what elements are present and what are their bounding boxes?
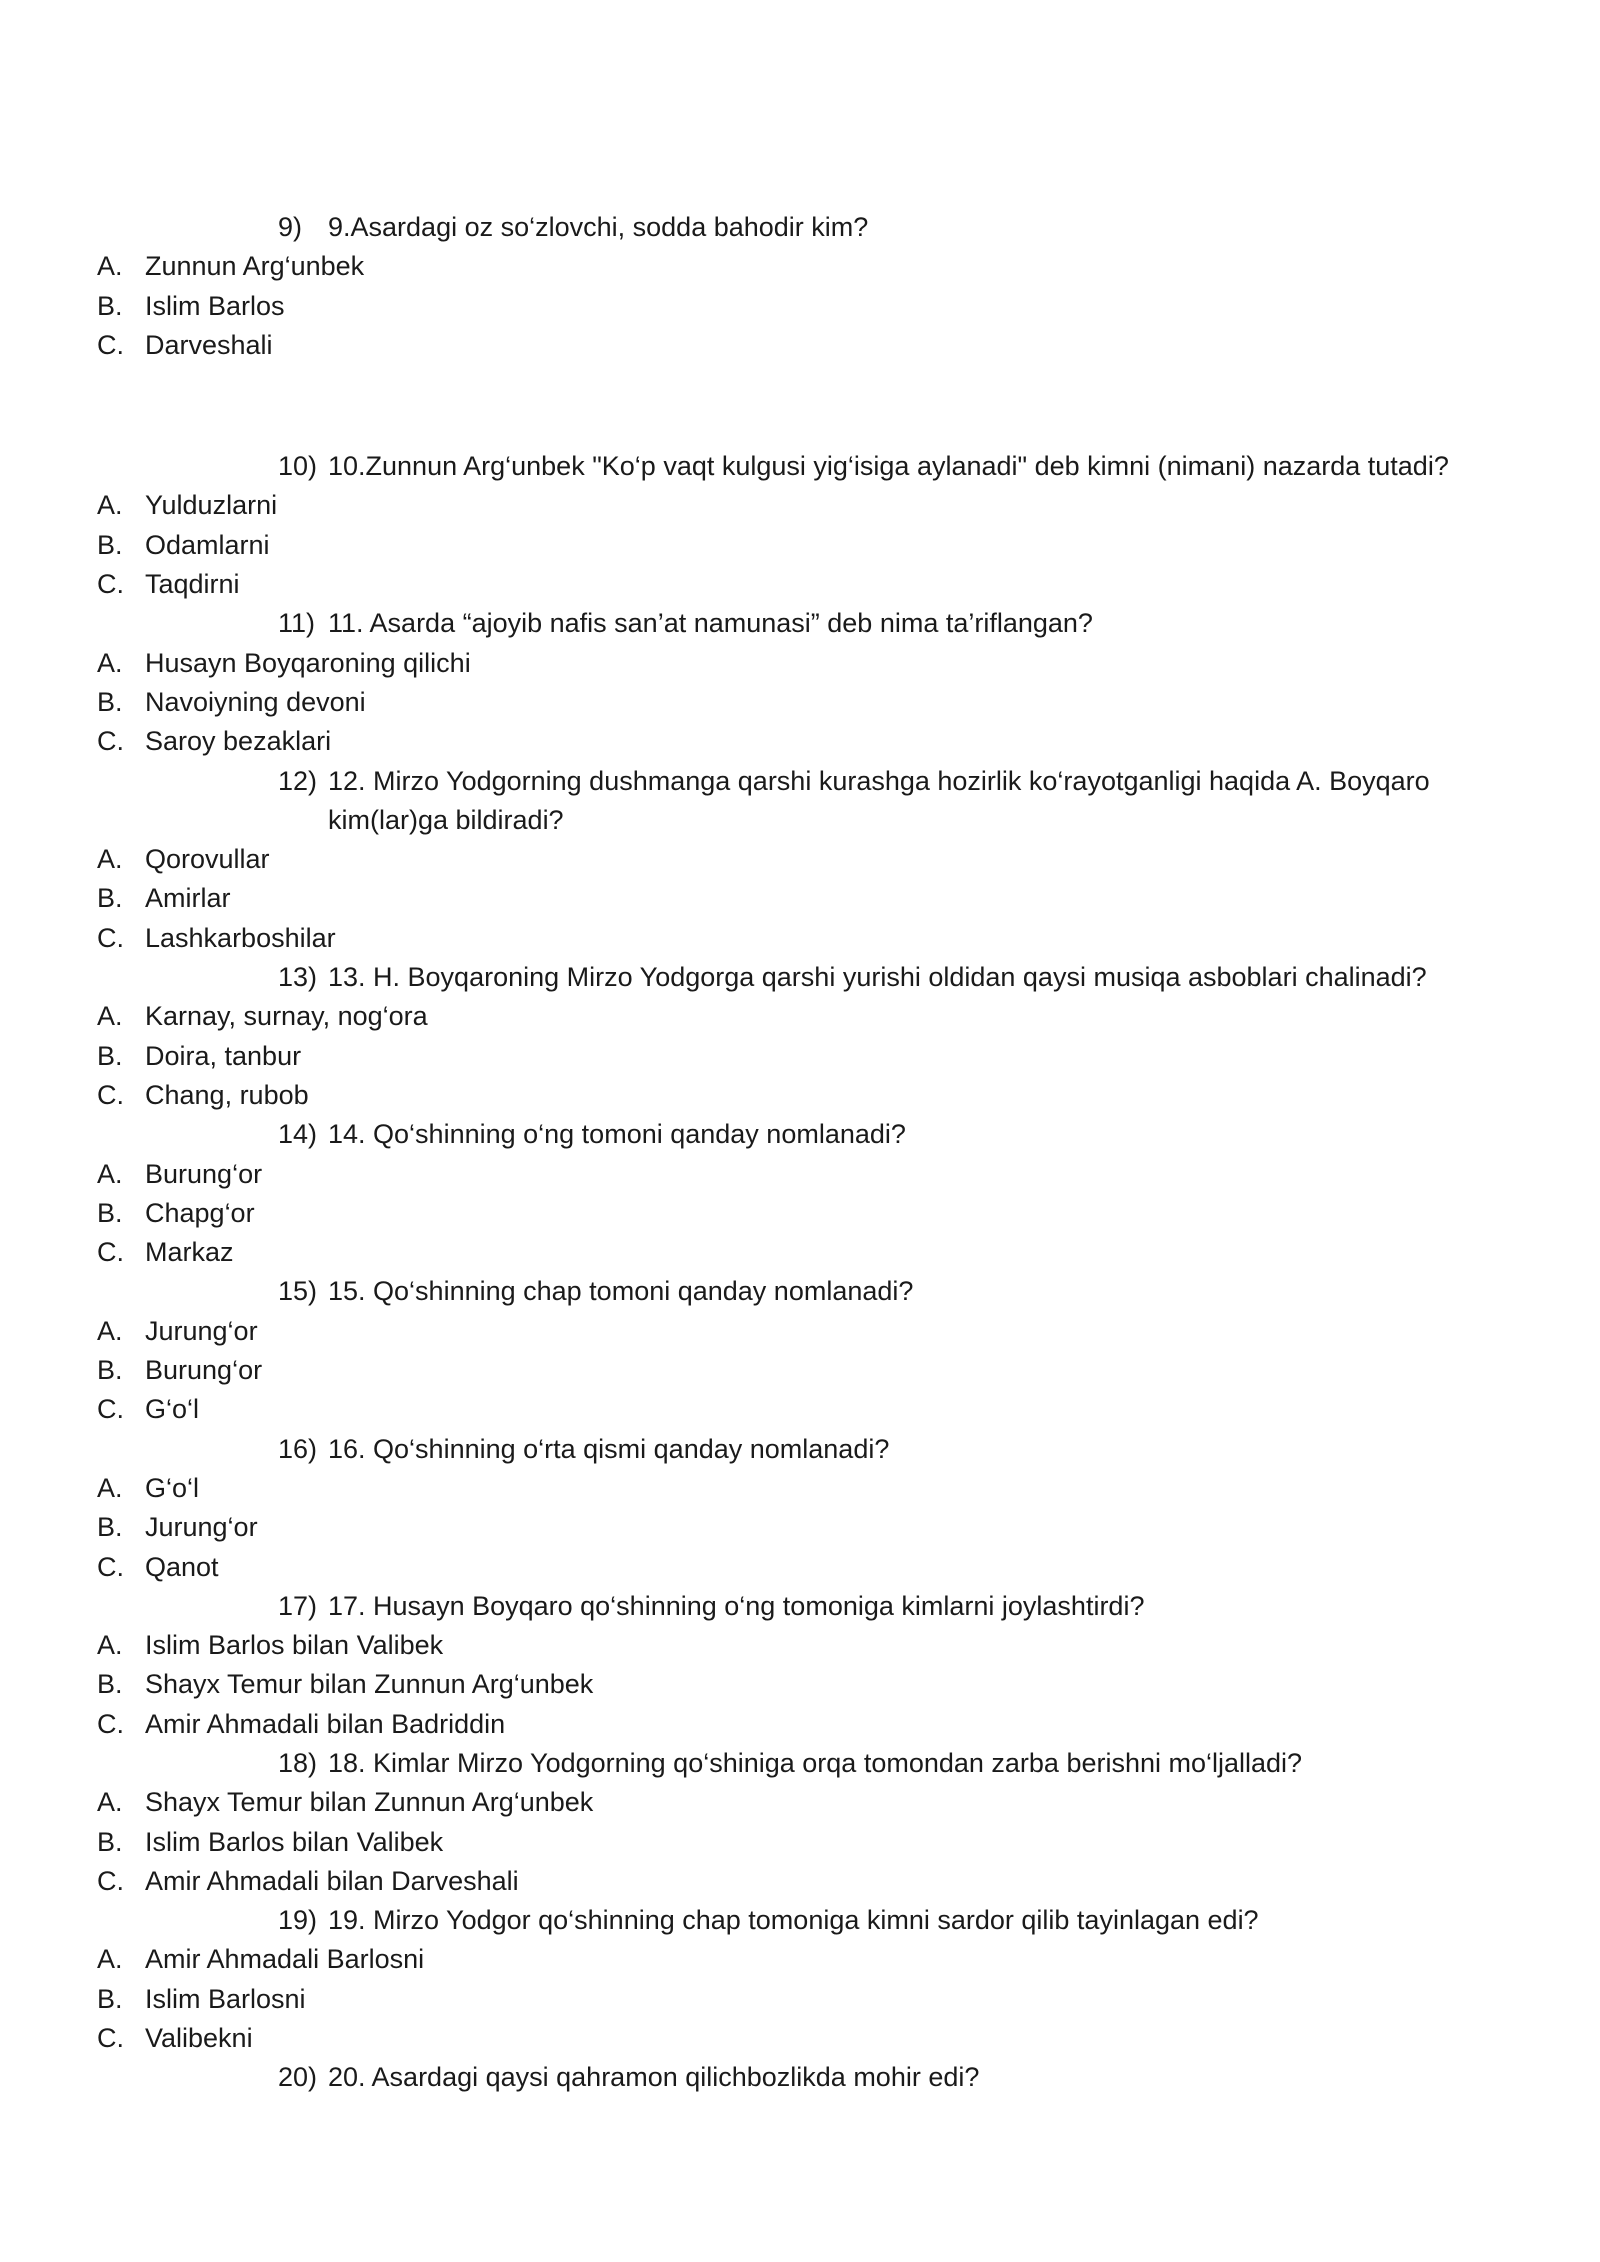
- question-text: 16. Qo‘shinning o‘rta qismi qanday nomlanadi?: [328, 1433, 890, 1464]
- question-number: 17): [278, 1590, 318, 1621]
- option-text: Amirlar: [145, 883, 231, 914]
- option-text: Islim Barlos bilan Valibek: [145, 1826, 444, 1857]
- question-number: 13): [278, 962, 318, 993]
- question-item: [278, 1272, 1478, 1311]
- answer-option: [97, 644, 1600, 683]
- question-text: 10.Zunnun Arg‘unbek "Ko‘p vaqt kulgusi yig‘isiga aylanadi" deb kimni (nimani) nazarda tutadi?: [328, 451, 1449, 482]
- answer-option: [97, 1037, 1600, 1076]
- answer-options: [0, 1469, 1600, 1587]
- question-item: [278, 447, 1478, 486]
- spacer: [0, 365, 1600, 447]
- option-letter: A.: [97, 1315, 123, 1346]
- answer-option: [97, 526, 1600, 565]
- option-letter: C.: [97, 1865, 124, 1896]
- option-letter: A.: [97, 844, 123, 875]
- option-letter: B.: [97, 1983, 123, 2014]
- option-letter: B.: [97, 1355, 123, 1386]
- question-number: 14): [278, 1119, 318, 1150]
- question-text: 17. Husayn Boyqaro qo‘shinning o‘ng tomoniga kimlarni joylashtirdi?: [328, 1590, 1145, 1621]
- option-letter: B.: [97, 1512, 123, 1543]
- question-item: [278, 1430, 1478, 1469]
- option-letter: A.: [97, 490, 123, 521]
- option-text: Navoiyning devoni: [145, 686, 366, 717]
- option-text: Islim Barlosni: [145, 1983, 306, 2014]
- answer-option: [97, 1233, 1600, 1272]
- option-text: Taqdirni: [145, 569, 240, 600]
- answer-option: [97, 840, 1600, 879]
- answer-options: [0, 1312, 1600, 1430]
- answer-option: [97, 287, 1600, 326]
- answer-option: [97, 683, 1600, 722]
- answer-option: [97, 1940, 1600, 1979]
- option-letter: B.: [97, 1197, 123, 1228]
- answer-option: [97, 879, 1600, 918]
- option-text: Yulduzlarni: [145, 490, 278, 521]
- answer-options: [0, 1783, 1600, 1901]
- option-letter: C.: [97, 569, 124, 600]
- answer-option: [97, 1705, 1600, 1744]
- option-letter: C.: [97, 726, 124, 757]
- option-text: Chang, rubob: [145, 1079, 309, 1110]
- question-text: 13. H. Boyqaroning Mirzo Yodgorga qarshi yurishi oldidan qaysi musiqa asboblari chalinadi?: [328, 962, 1427, 993]
- question-text: 14. Qo‘shinning o‘ng tomoni qanday nomlanadi?: [328, 1119, 906, 1150]
- answer-option: [97, 565, 1600, 604]
- answer-options: [0, 997, 1600, 1115]
- option-text: Lashkarboshilar: [145, 922, 336, 953]
- option-text: Doira, tanbur: [145, 1040, 302, 1071]
- option-text: Jurung‘or: [145, 1315, 258, 1346]
- option-letter: A.: [97, 1158, 123, 1189]
- option-letter: A.: [97, 1630, 123, 1661]
- option-text: Husayn Boyqaroning qilichi: [145, 647, 471, 678]
- answer-option: [97, 1155, 1600, 1194]
- option-letter: B.: [97, 290, 123, 321]
- answer-options: [0, 1626, 1600, 1744]
- answer-option: [97, 1508, 1600, 1547]
- option-text: Markaz: [145, 1237, 234, 1268]
- question-item: [278, 208, 1478, 247]
- answer-option: [97, 722, 1600, 761]
- option-letter: A.: [97, 1787, 123, 1818]
- answer-option: [97, 1626, 1600, 1665]
- answer-option: [97, 1665, 1600, 1704]
- option-text: Burung‘or: [145, 1158, 263, 1189]
- option-text: Valibekni: [145, 2023, 253, 2054]
- answer-options: [0, 644, 1600, 762]
- answer-option: [97, 2019, 1600, 2058]
- option-text: Zunnun Arg‘unbek: [145, 251, 365, 282]
- option-text: Amir Ahmadali bilan Darveshali: [145, 1865, 519, 1896]
- question-number: 20): [278, 2062, 318, 2093]
- option-letter: B.: [97, 1040, 123, 1071]
- option-letter: C.: [97, 922, 124, 953]
- answer-option: [97, 1862, 1600, 1901]
- option-letter: B.: [97, 1826, 123, 1857]
- option-letter: C.: [97, 329, 124, 360]
- question-number: 12): [278, 765, 318, 796]
- question-item: [278, 1744, 1478, 1783]
- option-text: Amir Ahmadali bilan Badriddin: [145, 1708, 506, 1739]
- question-number: 15): [278, 1276, 318, 1307]
- option-text: Qanot: [145, 1551, 219, 1582]
- answer-options: [0, 247, 1600, 365]
- option-text: Saroy bezaklari: [145, 726, 332, 757]
- answer-options: [0, 1155, 1600, 1273]
- answer-option: [97, 1980, 1600, 2019]
- question-text: 20. Asardagi qaysi qahramon qilichbozlikda mohir edi?: [328, 2062, 980, 2093]
- answer-option: [97, 1783, 1600, 1822]
- question-item: [278, 762, 1478, 841]
- question-text: 15. Qo‘shinning chap tomoni qanday nomlanadi?: [328, 1276, 914, 1307]
- option-letter: B.: [97, 883, 123, 914]
- question-text: 18. Kimlar Mirzo Yodgorning qo‘shiniga orqa tomondan zarba berishni mo‘ljalladi?: [328, 1747, 1303, 1778]
- answer-options: [0, 840, 1600, 958]
- option-text: Islim Barlos bilan Valibek: [145, 1630, 444, 1661]
- option-text: Islim Barlos: [145, 290, 285, 321]
- option-letter: B.: [97, 686, 123, 717]
- question-item: [278, 1587, 1478, 1626]
- answer-option: [97, 326, 1600, 365]
- option-letter: C.: [97, 1079, 124, 1110]
- option-letter: C.: [97, 1394, 124, 1425]
- option-text: G‘o‘l: [145, 1394, 200, 1425]
- answer-option: [97, 486, 1600, 525]
- answer-options: [0, 1940, 1600, 2058]
- question-item: [278, 1115, 1478, 1154]
- option-text: Chapg‘or: [145, 1197, 255, 1228]
- question-number: 9): [278, 212, 303, 242]
- answer-options: [0, 486, 1600, 604]
- option-letter: A.: [97, 1001, 123, 1032]
- option-text: Shayx Temur bilan Zunnun Arg‘unbek: [145, 1787, 594, 1818]
- answer-option: [97, 997, 1600, 1036]
- answer-option: [97, 1076, 1600, 1115]
- option-text: Karnay, surnay, nog‘ora: [145, 1001, 428, 1032]
- answer-option: [97, 1351, 1600, 1390]
- option-text: Odamlarni: [145, 529, 270, 560]
- option-letter: C.: [97, 1551, 124, 1582]
- option-text: Amir Ahmadali Barlosni: [145, 1944, 425, 1975]
- question-text: 11. Asarda “ajoyib nafis san’at namunasi” deb nima ta’riflangan?: [328, 608, 1093, 639]
- option-letter: A.: [97, 1472, 123, 1503]
- question-text: 12. Mirzo Yodgorning dushmanga qarshi kurashga hozirlik ko‘rayotganligi haqida A. Boyqaro kim(lar)ga bildiradi?: [328, 765, 1430, 835]
- option-text: G‘o‘l: [145, 1472, 200, 1503]
- option-letter: C.: [97, 1708, 124, 1739]
- option-text: Jurung‘or: [145, 1512, 258, 1543]
- question-number: 18): [278, 1747, 318, 1778]
- question-item: [278, 1901, 1478, 1940]
- question-number: 11): [278, 608, 316, 639]
- answer-option: [97, 247, 1600, 286]
- question-number: 19): [278, 1905, 318, 1936]
- answer-option: [97, 1469, 1600, 1508]
- question-number: 10): [278, 451, 318, 482]
- option-text: Burung‘or: [145, 1355, 263, 1386]
- question-item: [278, 604, 1478, 643]
- answer-option: [97, 1548, 1600, 1587]
- question-number: 16): [278, 1433, 318, 1464]
- option-letter: A.: [97, 647, 123, 678]
- option-text: Shayx Temur bilan Zunnun Arg‘unbek: [145, 1669, 594, 1700]
- question-text: 9.Asardagi oz so‘zlovchi, sodda bahodir kim?: [328, 212, 869, 242]
- option-text: Qorovullar: [145, 844, 270, 875]
- option-letter: C.: [97, 1237, 124, 1268]
- answer-option: [97, 919, 1600, 958]
- option-letter: B.: [97, 1669, 123, 1700]
- question-item: [278, 958, 1478, 997]
- answer-option: [97, 1823, 1600, 1862]
- answer-option: [97, 1312, 1600, 1351]
- option-text: Darveshali: [145, 329, 273, 360]
- question-text: 19. Mirzo Yodgor qo‘shinning chap tomoniga kimni sardor qilib tayinlagan edi?: [328, 1905, 1259, 1936]
- option-letter: A.: [97, 251, 123, 282]
- question-item: [278, 2058, 1478, 2097]
- option-letter: A.: [97, 1944, 123, 1975]
- option-letter: B.: [97, 529, 123, 560]
- answer-option: [97, 1390, 1600, 1429]
- option-letter: C.: [97, 2023, 124, 2054]
- answer-option: [97, 1194, 1600, 1233]
